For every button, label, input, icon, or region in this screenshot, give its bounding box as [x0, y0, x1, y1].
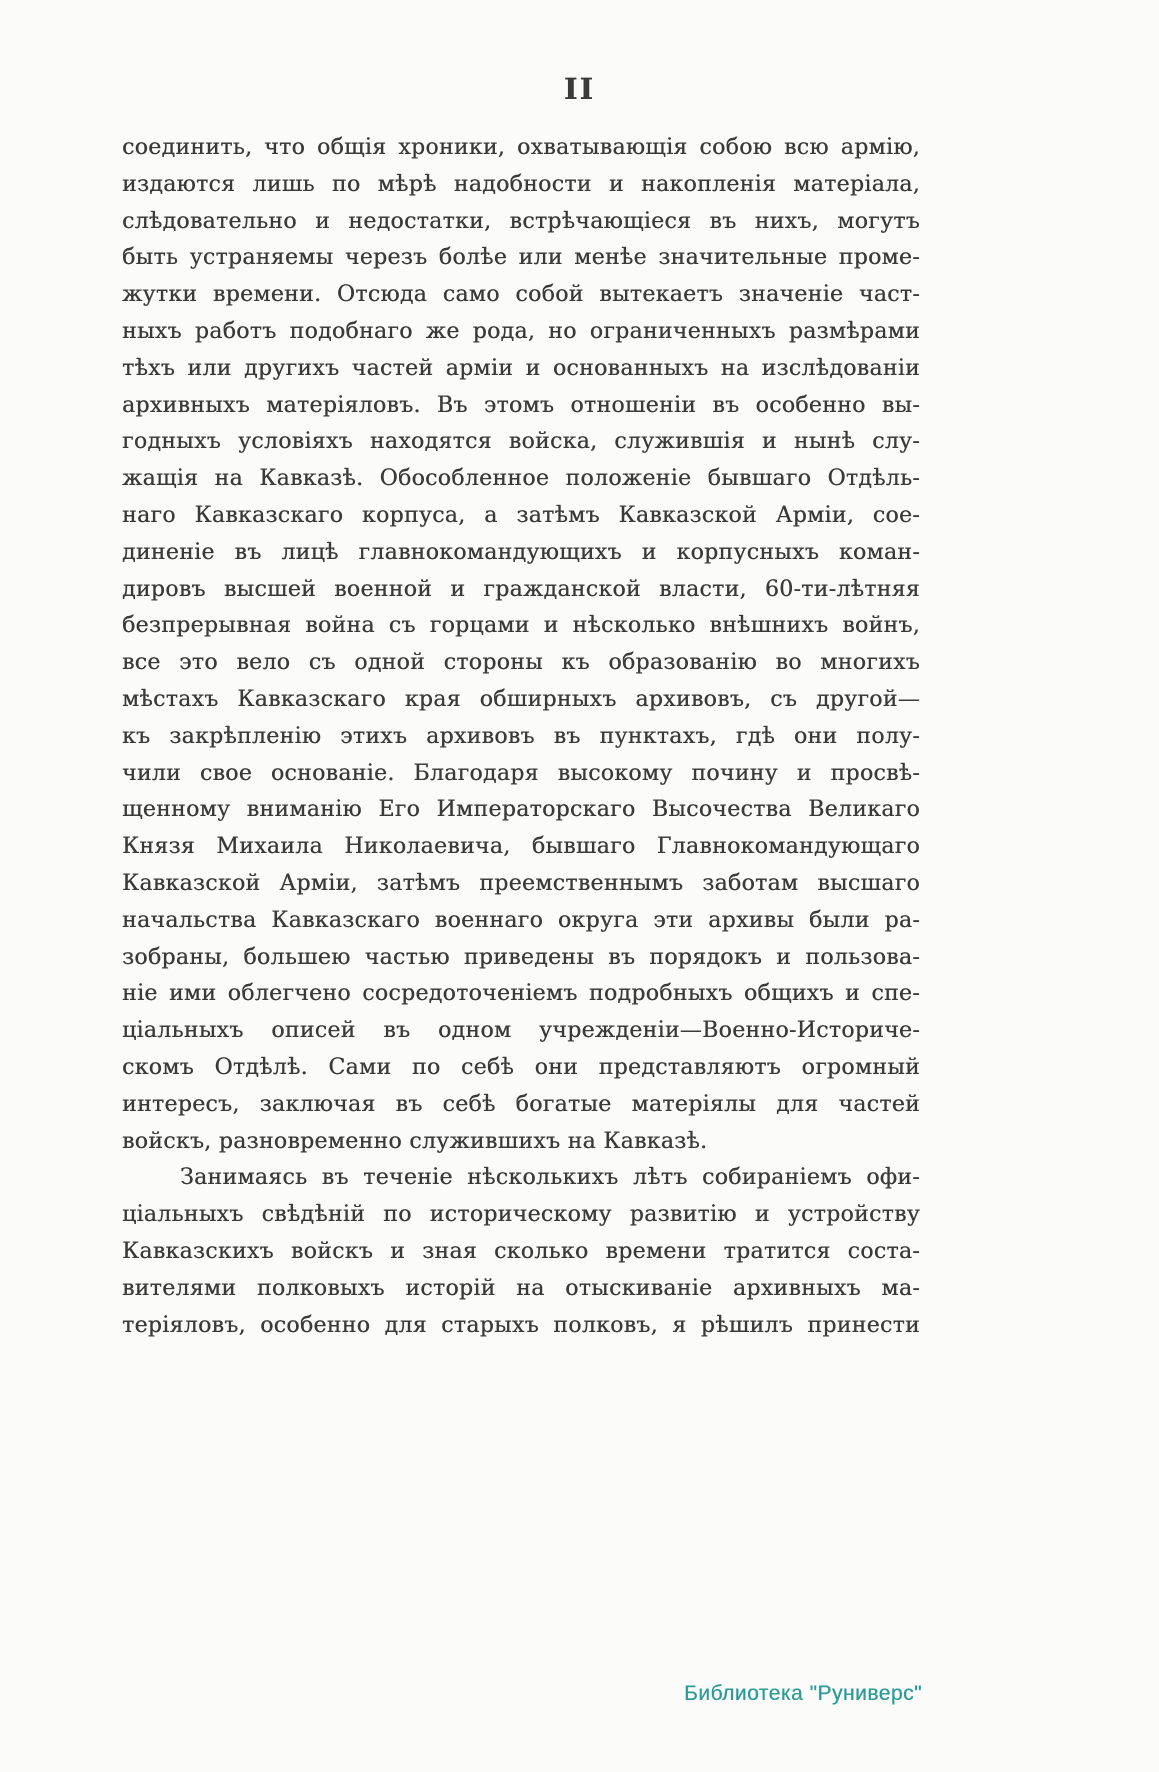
text-line: Кавказскихъ войскъ и зная сколько времени тратится соста-: [122, 1238, 920, 1264]
text-line: быть устраняемы черезъ болѣе или менѣе значительные проме-: [122, 245, 920, 271]
text-line: ціальныхъ свѣдѣній по историческому развитію и устройству: [122, 1202, 920, 1228]
text-line: войскъ, разновременно служившихъ на Кавказѣ.: [122, 1128, 708, 1154]
text-line: годныхъ условіяхъ находятся войска, служившія и нынѣ слу-: [122, 429, 920, 455]
text-line: соединить, что общія хроники, охватывающія собою всю армію,: [122, 135, 920, 160]
text-line: ныхъ работъ подобнаго же рода, но ограниченныхъ размѣрами: [122, 318, 920, 344]
page-number: II: [563, 72, 596, 106]
text-line: безпрерывная война съ горцами и нѣсколько внѣшнихъ войнъ,: [122, 613, 920, 639]
text-line: тѣхъ или другихъ частей арміи и основанныхъ на изслѣдованіи: [122, 355, 920, 381]
text-line: архивныхъ матеріяловъ. Въ этомъ отношеніи въ особенно вы-: [122, 392, 920, 418]
text-line: щенному вниманію Его Императорскаго Высочества Великаго: [122, 797, 920, 823]
text-line: зобраны, большею частью приведены въ порядокъ и пользова-: [122, 944, 920, 970]
text-line: начальства Кавказскаго военнаго округа эти архивы были ра-: [122, 907, 920, 933]
text-line: Занимаясь въ теченіе нѣсколькихъ лѣтъ собираніемъ офи-: [180, 1165, 920, 1191]
text-line: интересъ, заключая въ себѣ богатые матеріялы для частей: [122, 1091, 920, 1117]
paragraph: [122, 130, 920, 1160]
text-line: Кавказской Арміи, затѣмъ преемственнымъ заботам высшаго: [122, 870, 920, 896]
text-line: издаются лишь по мѣрѣ надобности и накопленія матеріала,: [122, 171, 920, 197]
text-line: Князя Михаила Николаевича, бывшаго Главнокомандующаго: [122, 834, 920, 860]
text-line: слѣдовательно и недостатки, встрѣчающіеся въ нихъ, могутъ: [122, 208, 920, 234]
text-line: скомъ Отдѣлѣ. Сами по себѣ они представляютъ огромный: [122, 1054, 920, 1080]
text-line: мѣстахъ Кавказскаго края обширныхъ архивовъ, съ другой—: [122, 686, 920, 712]
text-line: ніе ими облегчено сосредоточеніемъ подробныхъ общихъ и спе-: [122, 981, 920, 1007]
text-line: диненіе въ лицѣ главнокомандующихъ и корпусныхъ коман-: [122, 539, 920, 565]
text-line: чили свое основаніе. Благодаря высокому почину и просвѣ-: [122, 760, 920, 786]
text-line: все это вело съ одной стороны къ образованію во многихъ: [122, 650, 920, 676]
text-block: [122, 130, 920, 1344]
text-line: ціальныхъ описей въ одном учрежденіи—Военно-Историче-: [122, 1018, 920, 1044]
text-line: вителями полковыхъ исторій на отыскиваніе архивныхъ ма-: [122, 1275, 920, 1301]
text-line: дировъ высшей военной и гражданской власти, 60-ти-лѣтняя: [122, 576, 920, 602]
text-line: теріяловъ, особенно для старыхъ полковъ, я рѣшилъ принести: [122, 1312, 920, 1338]
paragraph: [122, 1160, 920, 1344]
library-watermark: Библиотека "Руниверс": [683, 1682, 922, 1705]
text-line: жутки времени. Отсюда само собой вытекаетъ значеніе част-: [122, 282, 920, 308]
text-line: наго Кавказскаго корпуса, а затѣмъ Кавказской Арміи, сое-: [122, 502, 920, 528]
text-line: къ закрѣпленію этихъ архивовъ въ пунктахъ, гдѣ они полу-: [122, 723, 920, 749]
text-line: жащія на Кавказѣ. Обособленное положеніе бывшаго Отдѣль-: [122, 466, 920, 492]
